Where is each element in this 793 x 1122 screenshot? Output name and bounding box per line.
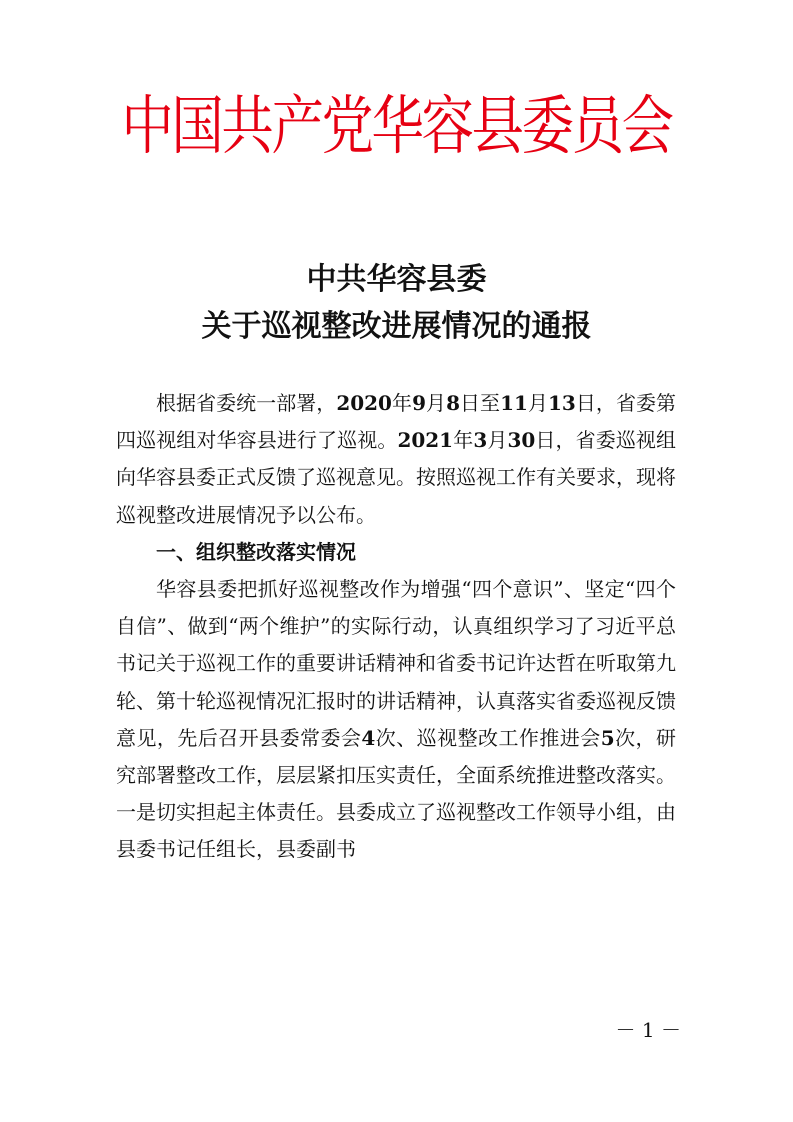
title-line-2: 关于巡视整改进展情况的通报 — [201, 309, 592, 344]
text-span: 月 — [425, 391, 447, 415]
text-span: 日，省委巡视组向华容县委正式反馈了巡视意见。按照巡视工作有关要求，现将巡视整改进展情况予以公布。 — [116, 428, 677, 527]
text-span: 次、巡视整改工作推进会 — [375, 725, 601, 750]
paragraph-organization — [116, 571, 676, 869]
number-span: 13 — [548, 391, 576, 415]
number-span: 2021 — [397, 428, 454, 453]
section-heading: 一、组织整改落实情况 — [156, 539, 356, 564]
number-span: 2020 — [336, 391, 392, 415]
page-number: － 1 － — [615, 1018, 681, 1042]
text-span: 日至 — [459, 391, 501, 415]
title-line-1: 中共华容县委 — [306, 262, 487, 297]
text-span: 日，省委第四巡视组对华容县进行了巡视。 — [116, 391, 677, 453]
number-span: 9 — [412, 391, 426, 415]
number-span: 3 — [473, 428, 488, 453]
number-span: 5 — [600, 725, 615, 750]
number-span: 8 — [446, 391, 460, 415]
text-span: 月 — [527, 391, 549, 415]
number-span: 4 — [361, 725, 376, 750]
text-span: 华容县委把抓好巡视整改作为增强“四个意识”、坚定“四个自信”、做到“两个维护”的实际行动，认真组织学习了习近平总书记关于巡视工作的重要讲话精神和省委书记许达哲在听取第九轮、第十轮巡视情况汇报时的讲话精神，认真落实省委巡视反馈意见，先后召开县委常委会 — [116, 577, 676, 750]
text-span: 年 — [391, 391, 413, 415]
text-span: 次，研究部署整改工作，层层紧扣压实责任，全面系统推进整改落实。一是切实担起主体责任。县委成立了巡视整改工作领导小组，由县委书记任组长，县委副书 — [116, 725, 677, 862]
number-span: 30 — [507, 428, 536, 453]
body-text — [116, 385, 676, 869]
organization-header: 中国共产党华容县委员会 — [121, 90, 672, 164]
document-title — [0, 256, 793, 350]
text-span: 月 — [487, 428, 508, 453]
text-span: 年 — [453, 428, 474, 453]
text-span: 根据省委统一部署， — [156, 391, 337, 415]
number-span: 11 — [500, 391, 528, 415]
paragraph-intro — [116, 385, 676, 534]
